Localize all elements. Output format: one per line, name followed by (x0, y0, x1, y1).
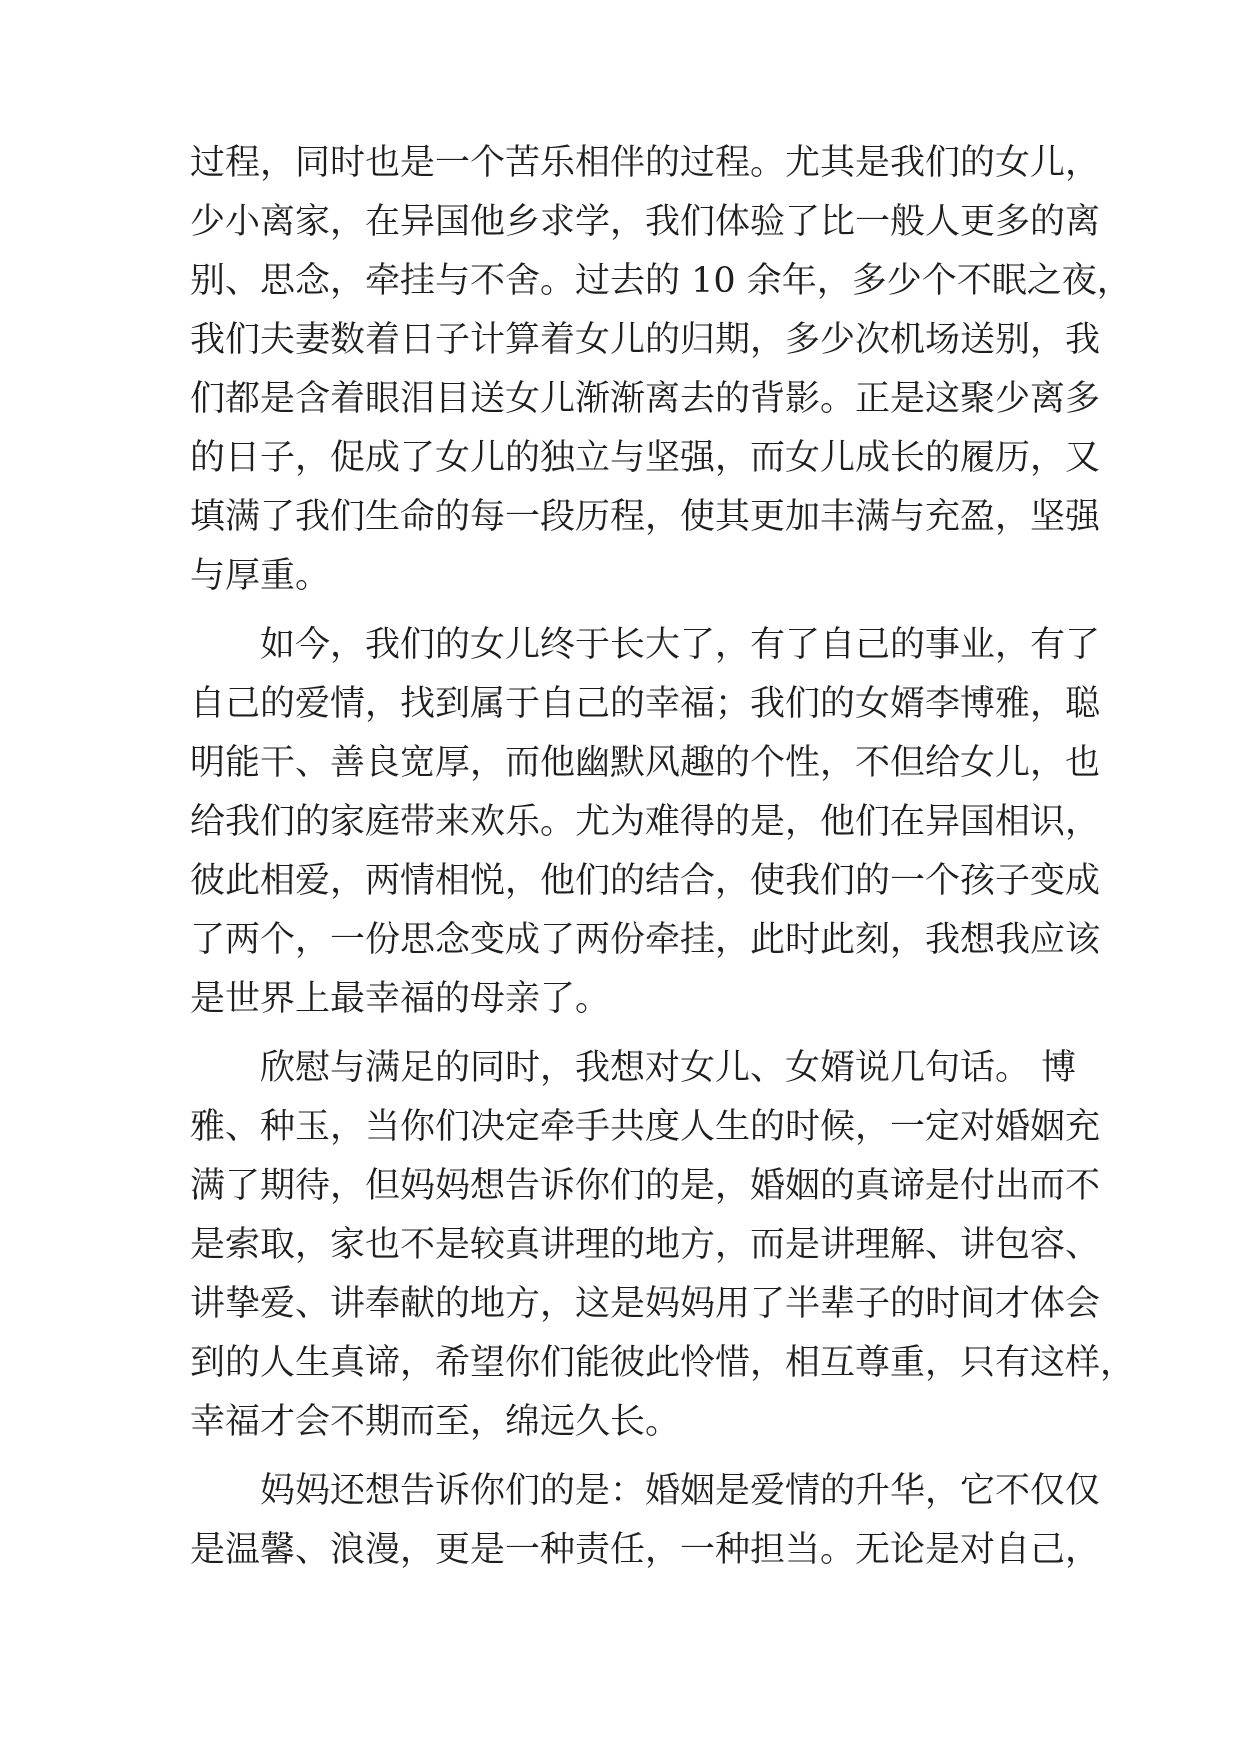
text-line: 如今，我们的女儿终于长大了，有了自己的事业，有了 (260, 625, 1101, 665)
text-line: 别、思念，牵挂与不舍。过去的 10 余年，多少个不眠之夜， (190, 261, 1132, 301)
text-line: 填满了我们生命的每一段历程，使其更加丰满与充盈，坚强 (190, 497, 1101, 537)
text-line: 讲挚爱、讲奉献的地方，这是妈妈用了半辈子的时间才体会 (190, 1284, 1101, 1324)
text-line: 到的人生真谛，希望你们能彼此怜惜，相互尊重，只有这样， (190, 1343, 1136, 1383)
text-line: 与厚重。 (190, 556, 331, 596)
text-line: 自己的爱情，找到属于自己的幸福；我们的女婿李博雅，聪 (190, 684, 1101, 724)
text-line: 给我们的家庭带来欢乐。尤为难得的是，他们在异国相识， (190, 802, 1101, 842)
text-line: 们都是含着眼泪目送女儿渐渐离去的背影。正是这聚少离多 (190, 379, 1101, 419)
text-line: 我们夫妻数着日子计算着女儿的归期，多少次机场送别，我 (190, 320, 1101, 360)
text-line: 雅、种玉，当你们决定牵手共度人生的时候，一定对婚姻充 (190, 1107, 1101, 1147)
text-line: 欣慰与满足的同时，我想对女儿、女婿说几句话。 博 (260, 1048, 1077, 1088)
text-line: 了两个，一份思念变成了两份牵挂，此时此刻，我想我应该 (190, 920, 1101, 960)
text-line: 明能干、善良宽厚，而他幽默风趣的个性，不但给女儿，也 (190, 743, 1101, 783)
text-line: 过程，同时也是一个苦乐相伴的过程。尤其是我们的女儿， (190, 143, 1101, 183)
text-line: 是温馨、浪漫，更是一种责任，一种担当。无论是对自己， (190, 1530, 1101, 1570)
text-line: 少小离家，在异国他乡求学，我们体验了比一般人更多的离 (190, 202, 1101, 242)
text-line: 是世界上最幸福的母亲了。 (190, 979, 611, 1019)
text-line: 满了期待，但妈妈想告诉你们的是，婚姻的真谛是付出而不 (190, 1166, 1101, 1206)
text-line: 的日子，促成了女儿的独立与坚强，而女儿成长的履历，又 (190, 438, 1101, 478)
text-line: 妈妈还想告诉你们的是：婚姻是爱情的升华，它不仅仅 (260, 1471, 1101, 1511)
text-line: 幸福才会不期而至，绵远久长。 (190, 1402, 681, 1442)
text-line: 彼此相爱，两情相悦，他们的结合，使我们的一个孩子变成 (190, 861, 1101, 901)
text-line: 是索取，家也不是较真讲理的地方，而是讲理解、讲包容、 (190, 1225, 1101, 1265)
